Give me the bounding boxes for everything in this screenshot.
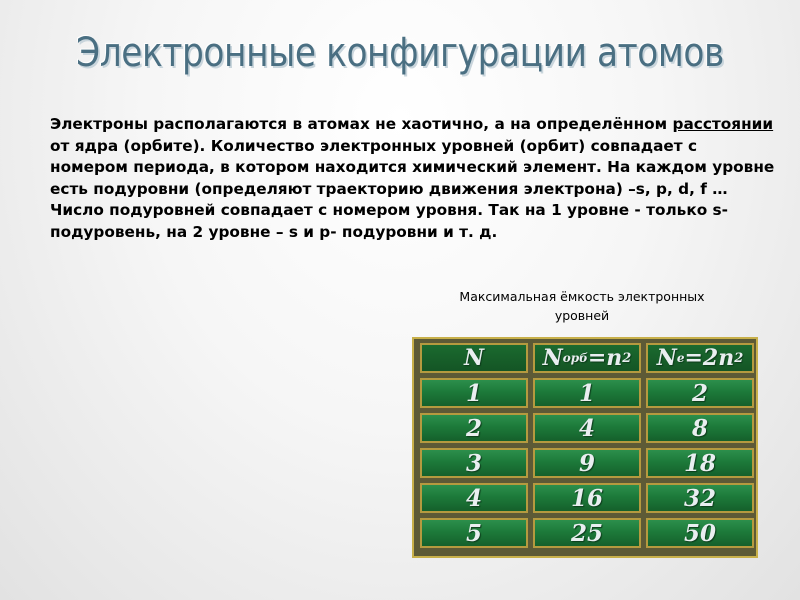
table-cell: 3 xyxy=(420,448,528,478)
table-cell: 2 xyxy=(646,378,754,408)
paragraph-text-1: Электроны располагаются в атомах не хаотично, а на определённом xyxy=(50,115,673,133)
table-cell: 18 xyxy=(646,448,754,478)
header-cell-n xyxy=(420,343,528,373)
header-ne-sup: 2 xyxy=(734,350,744,366)
header-ne-main: N xyxy=(656,345,677,371)
table-cell: 9 xyxy=(533,448,641,478)
table-cell: 4 xyxy=(420,483,528,513)
header-norb-sup: 2 xyxy=(622,350,632,366)
table-cell: 32 xyxy=(646,483,754,513)
header-cell-norb xyxy=(533,343,641,373)
paragraph-text-2: от ядра (орбите). Количество электронных уровней (орбит) совпадает с номером периода, в котором находится химический элемент. На каждом уровне есть подуровни (определяют траекторию движения электрона) –s, p, d, f …Число подуровней совпадает с номером уровня. Так на 1 уровне - только s-подуровень, на 2 уровне – s и p- подуровни и т. д. xyxy=(50,136,775,241)
header-ne-eq: =2n xyxy=(684,345,735,371)
header-ne-sub: e xyxy=(676,351,685,365)
capacity-table xyxy=(412,337,758,558)
header-cell-ne xyxy=(646,343,754,373)
header-norb-eq: =n xyxy=(587,345,623,371)
header-norb-sub: орб xyxy=(562,351,588,365)
paragraph-underlined-word: расстоянии xyxy=(672,115,774,133)
table-cell: 5 xyxy=(420,518,528,548)
table-cell: 4 xyxy=(533,413,641,443)
table-cell: 16 xyxy=(533,483,641,513)
table-cell: 25 xyxy=(533,518,641,548)
table-cell: 1 xyxy=(533,378,641,408)
table-cell: 2 xyxy=(420,413,528,443)
table-cell: 1 xyxy=(420,378,528,408)
capacity-table-grid xyxy=(420,343,750,548)
header-norb-main: N xyxy=(542,345,563,371)
slide-title: Электронные конфигурации атомов xyxy=(76,30,724,76)
table-cell: 8 xyxy=(646,413,754,443)
body-paragraph xyxy=(50,114,780,244)
table-cell: 50 xyxy=(646,518,754,548)
table-caption: Максимальная ёмкость электронных уровней xyxy=(459,289,705,323)
header-n-text: N xyxy=(463,345,485,371)
